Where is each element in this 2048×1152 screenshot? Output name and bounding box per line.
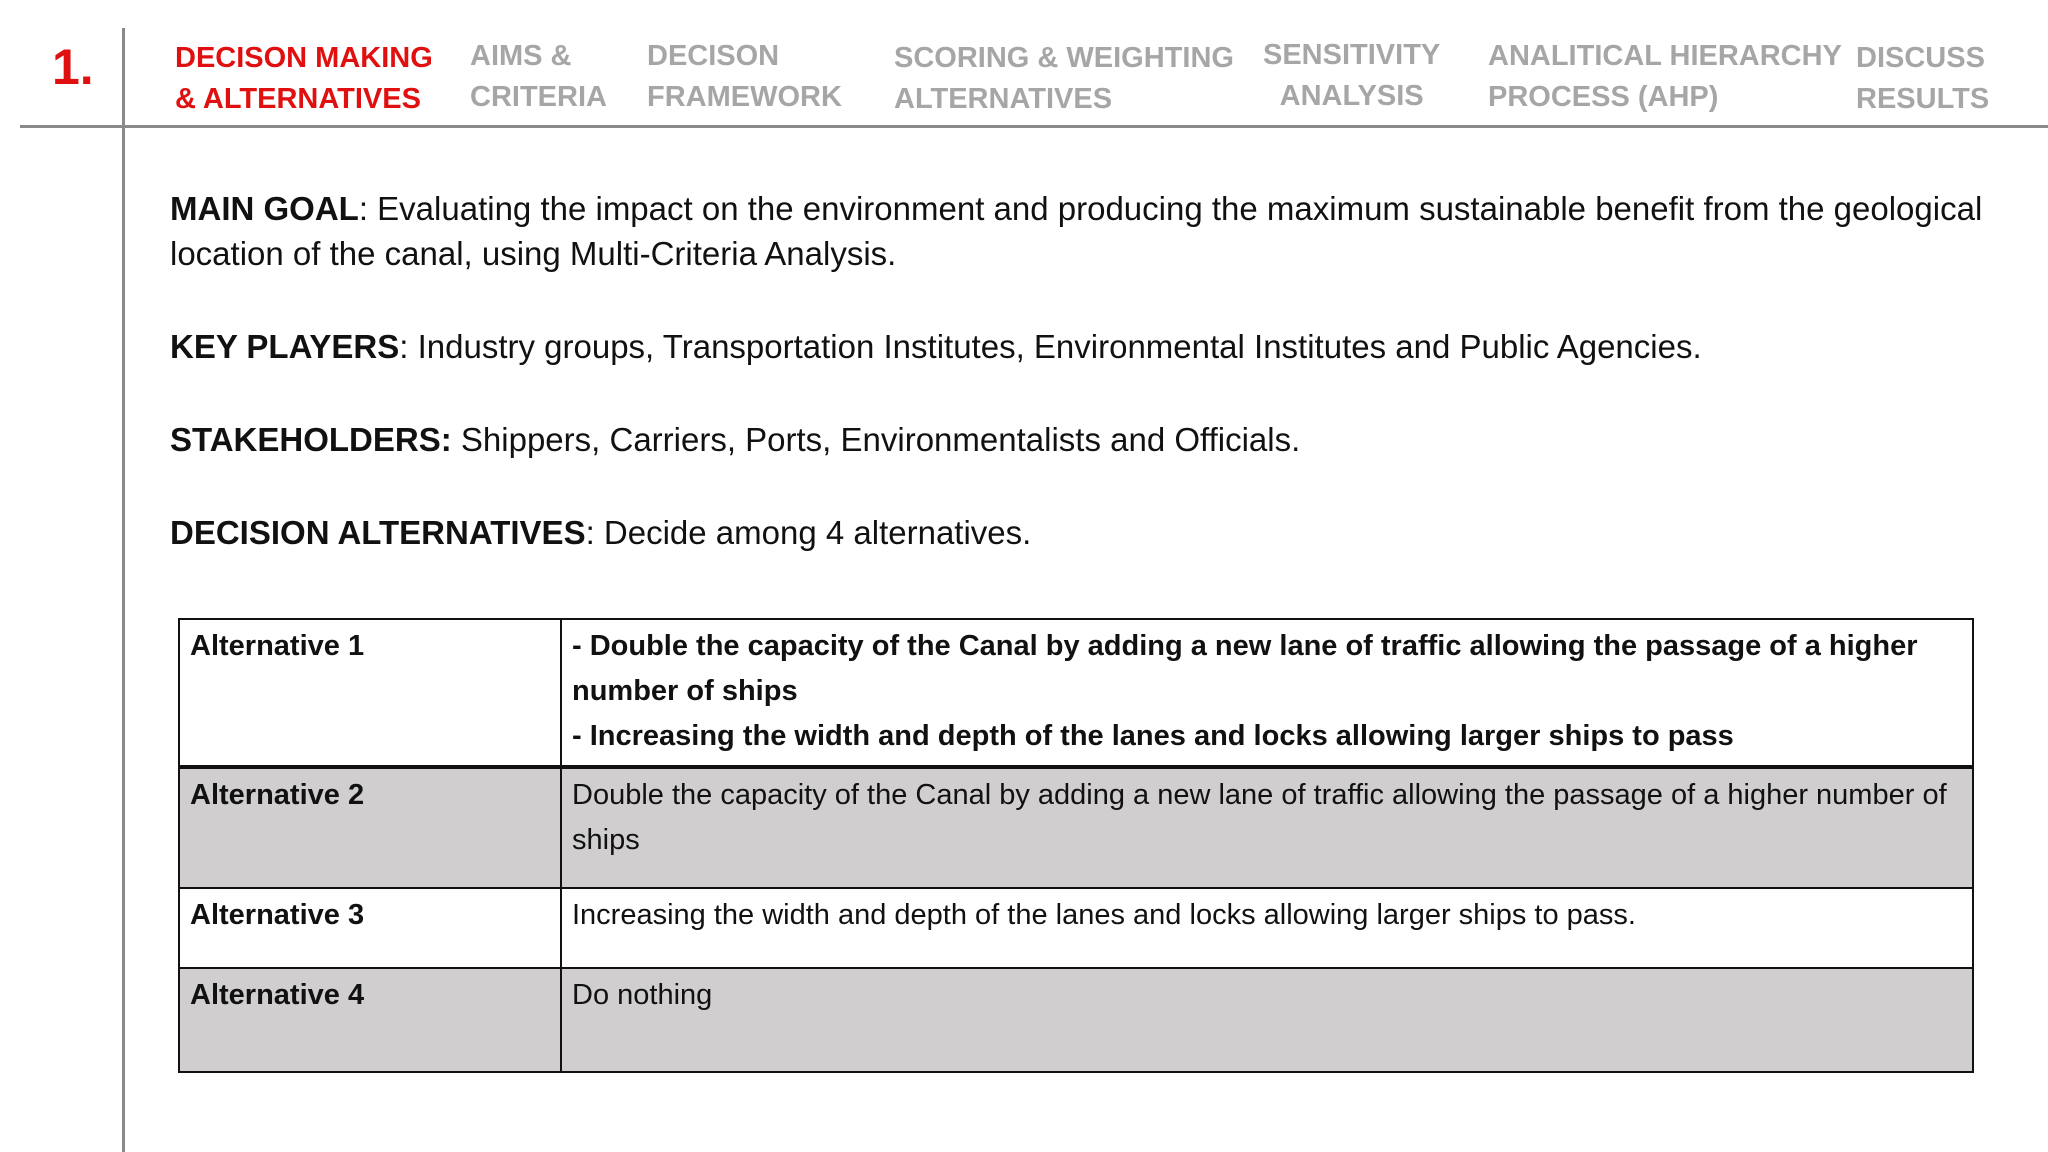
main-goal-label: MAIN GOAL xyxy=(170,190,359,227)
tab-decision-framework[interactable] xyxy=(647,36,842,118)
alternative-description-line: - Increasing the width and depth of the lanes and locks allowing larger ships to pass xyxy=(572,720,1734,752)
alternative-description-line: Double the capacity of the Canal by adding a new lane of traffic allowing the passage of a higher number of ships xyxy=(572,779,1947,856)
tab-aims-criteria[interactable] xyxy=(470,36,607,118)
main-goal-text: : Evaluating the impact on the environment and producing the maximum sustainable benefit from the geological location of the canal, using Multi-Criteria Analysis. xyxy=(170,190,1983,272)
alternative-description-cell xyxy=(561,619,1973,767)
tab-ahp[interactable] xyxy=(1488,36,1842,118)
tab-label-line-2: PROCESS (AHP) xyxy=(1488,81,1719,113)
header-divider xyxy=(20,125,2048,128)
tab-label-line-2: FRAMEWORK xyxy=(647,81,842,113)
alternative-name-cell: Alternative 2 xyxy=(179,767,561,888)
tab-label-line-2: RESULTS xyxy=(1856,83,1990,115)
decision-alternatives-paragraph xyxy=(170,510,2000,555)
alternative-name-cell: Alternative 4 xyxy=(179,968,561,1072)
tab-label-line-1: DECISON xyxy=(647,40,780,72)
alternative-name-cell: Alternative 3 xyxy=(179,888,561,968)
table-row xyxy=(179,888,1973,968)
alternatives-table xyxy=(178,618,1974,1073)
tab-discuss-results[interactable] xyxy=(1856,38,1989,120)
tab-label-line-1: SENSITIVITY xyxy=(1263,39,1441,71)
step-number: 1. xyxy=(52,39,94,95)
content-body xyxy=(170,186,2000,555)
tab-label-line-1: DISCUSS xyxy=(1856,42,1985,74)
sidebar-divider xyxy=(122,28,125,1152)
alternative-description-line: Do nothing xyxy=(572,979,713,1011)
tab-label-line-2: ALTERNATIVES xyxy=(894,83,1113,115)
table-row xyxy=(179,619,1973,767)
tab-label-line-1: DECISON MAKING xyxy=(175,42,433,74)
stakeholders-text: Shippers, Carriers, Ports, Environmentalists and Officials. xyxy=(451,421,1301,458)
key-players-text: : Industry groups, Transportation Institutes, Environmental Institutes and Public Agencies. xyxy=(399,328,1702,365)
tab-decision-making[interactable] xyxy=(175,38,433,120)
tab-label-line-2: & ALTERNATIVES xyxy=(175,83,421,115)
main-goal-paragraph xyxy=(170,186,2000,276)
tab-label-line-2: ANALYSIS xyxy=(1279,80,1424,112)
alternative-description-cell xyxy=(561,767,1973,888)
tab-label-line-2: CRITERIA xyxy=(470,81,607,113)
alternative-description-line: - Double the capacity of the Canal by adding a new lane of traffic allowing the passage of a higher number of ships xyxy=(572,630,1918,707)
stakeholders-label: STAKEHOLDERS: xyxy=(170,421,452,458)
table-row xyxy=(179,767,1973,888)
tab-label-line-1: SCORING & WEIGHTING xyxy=(894,42,1234,74)
table-row xyxy=(179,968,1973,1072)
tab-scoring-weighting[interactable] xyxy=(894,38,1234,120)
alternative-name-cell: Alternative 1 xyxy=(179,619,561,767)
alternative-description-cell xyxy=(561,888,1973,968)
stakeholders-paragraph xyxy=(170,417,2000,462)
tab-sensitivity-analysis[interactable] xyxy=(1263,35,1440,117)
decision-alternatives-text: : Decide among 4 alternatives. xyxy=(585,514,1032,551)
tab-label-line-1: ANALITICAL HIERARCHY xyxy=(1488,40,1842,72)
alternative-description-cell xyxy=(561,968,1973,1072)
alternative-description-line: Increasing the width and depth of the lanes and locks allowing larger ships to pass. xyxy=(572,899,1636,931)
tab-label-line-1: AIMS & xyxy=(470,40,572,72)
key-players-label: KEY PLAYERS xyxy=(170,328,400,365)
decision-alternatives-label: DECISION ALTERNATIVES xyxy=(170,514,586,551)
key-players-paragraph xyxy=(170,324,2000,369)
